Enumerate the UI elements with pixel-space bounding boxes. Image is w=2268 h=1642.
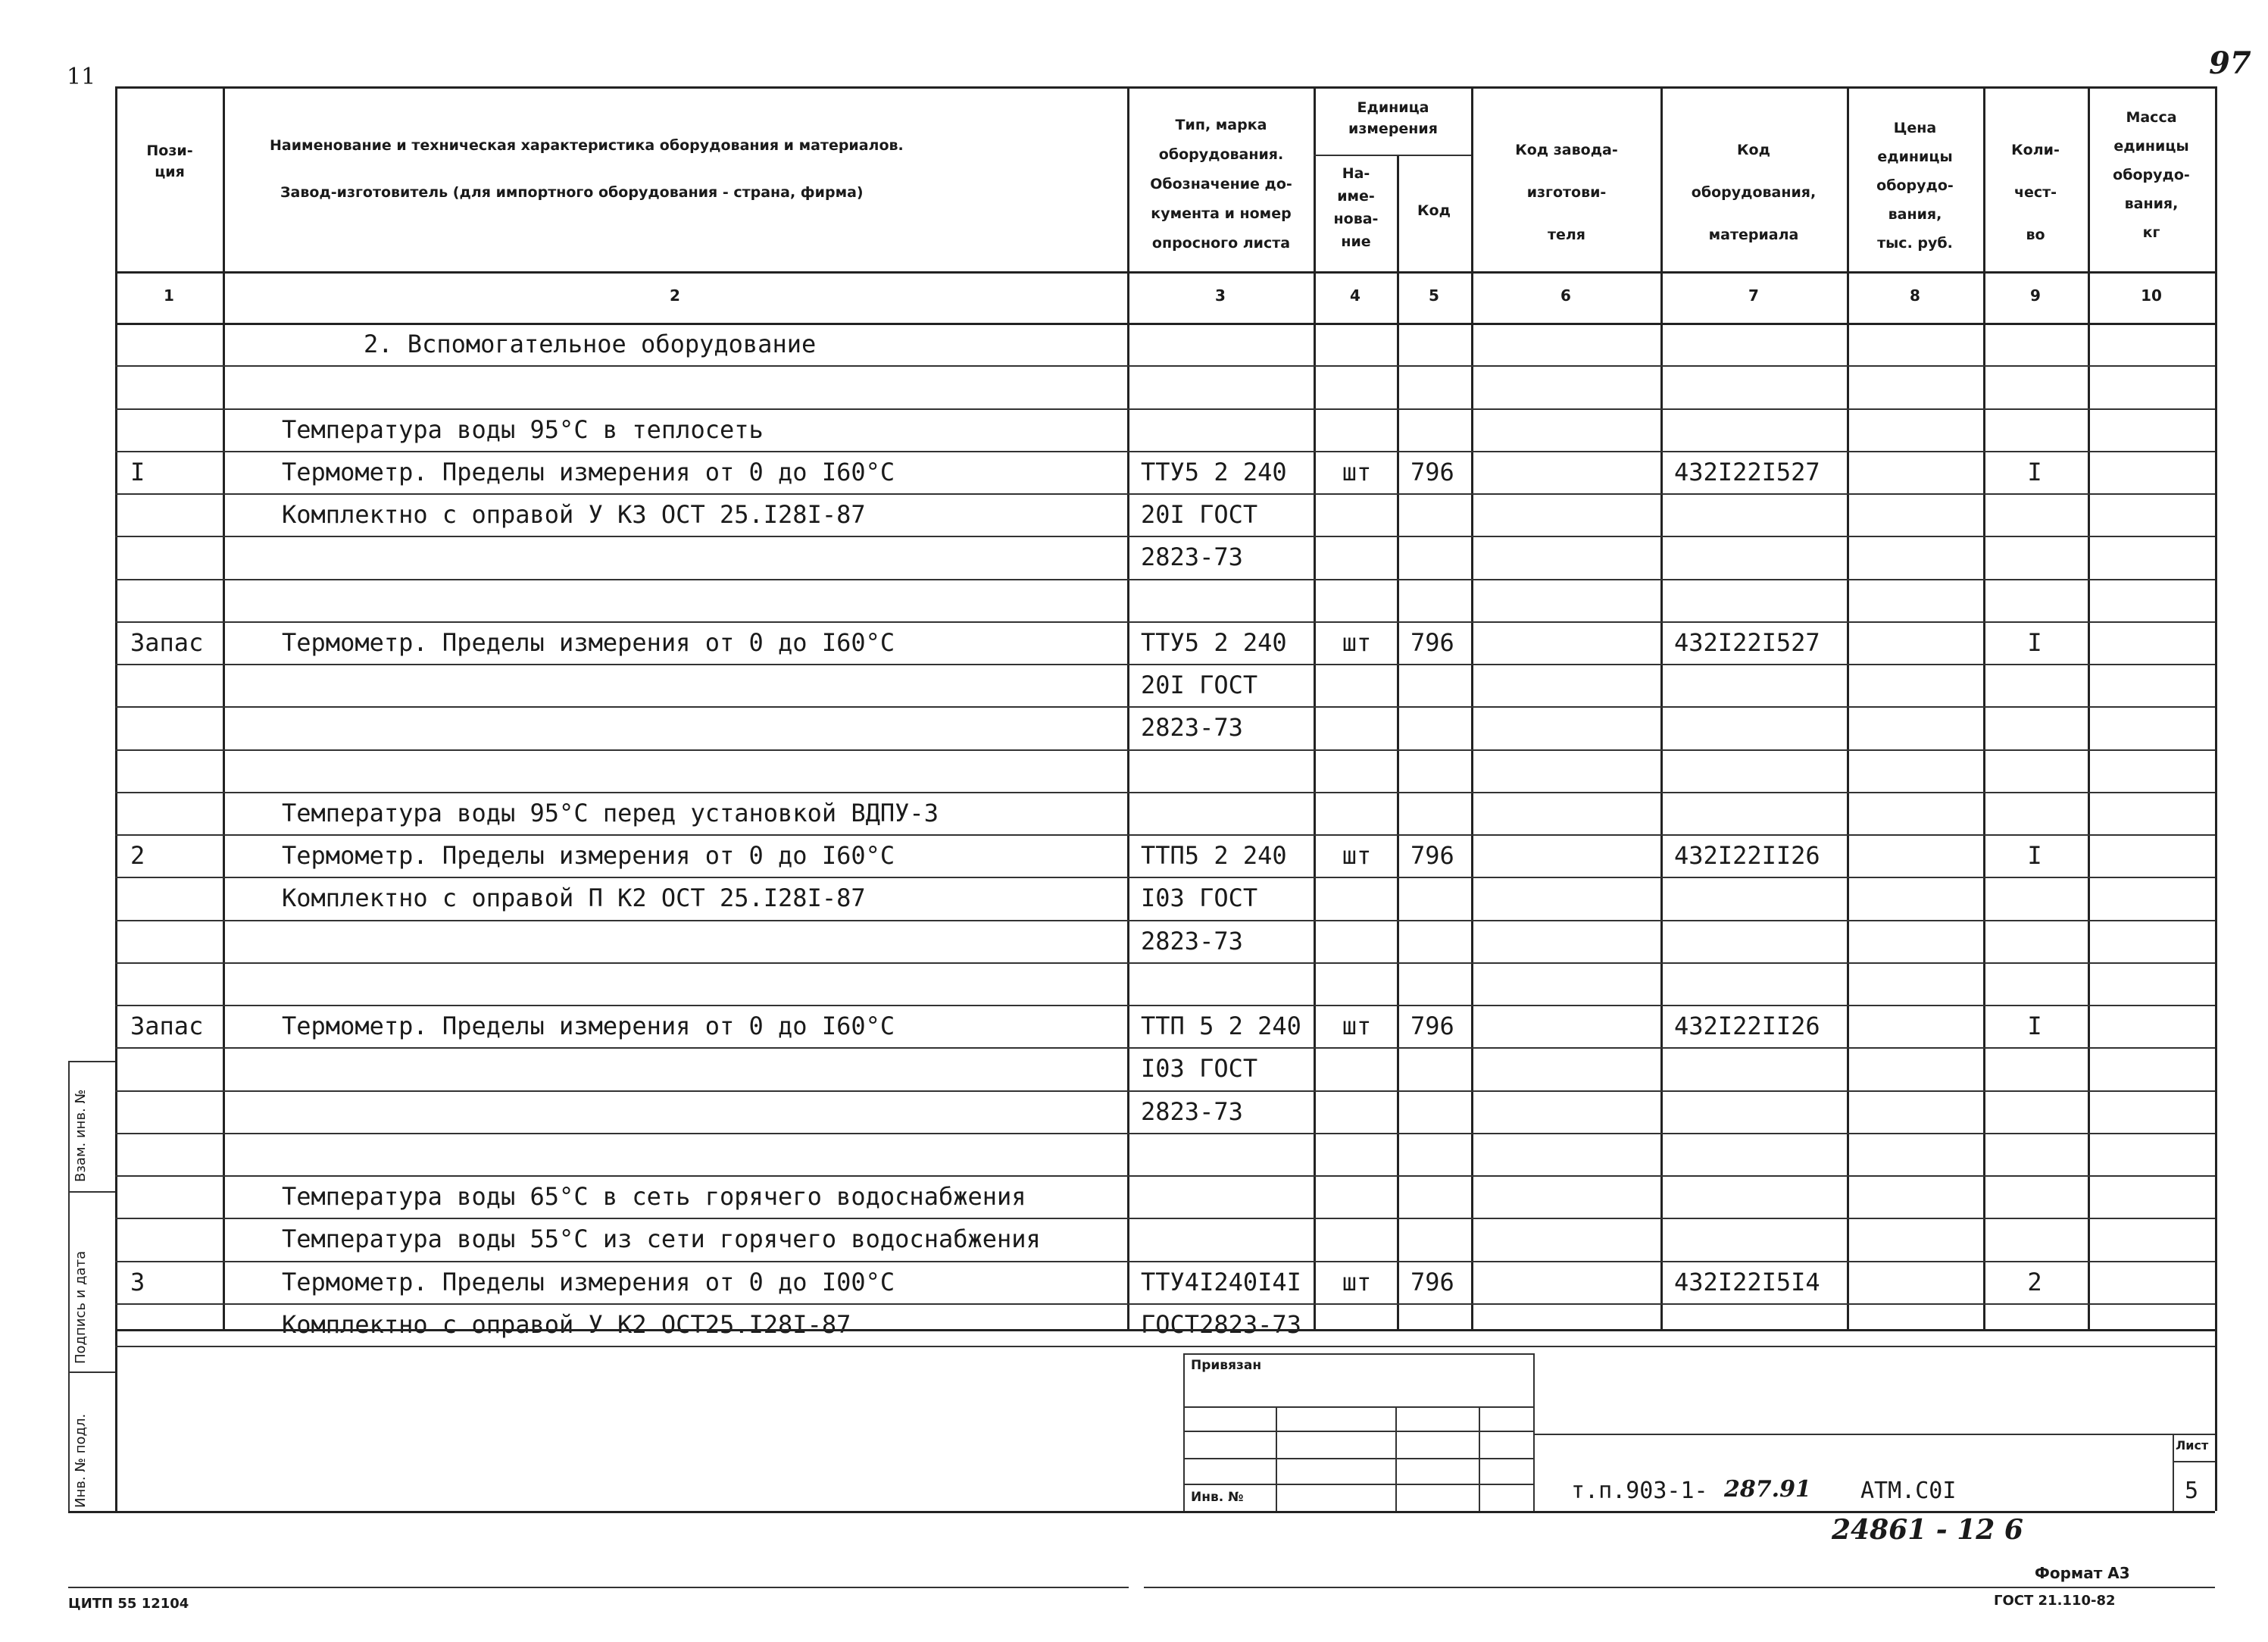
row-separator (115, 1047, 2215, 1049)
header-name-line2: Завод-изготовитель (для импортного оборудования - страна, фирма) (280, 184, 864, 201)
row-separator (115, 1303, 2215, 1305)
row-separator (115, 408, 2215, 410)
row-separator (115, 451, 2215, 452)
colnum-10: 10 (2141, 286, 2162, 305)
row-separator (115, 920, 2215, 921)
row-type: I03 ГОСТ (1141, 884, 1258, 913)
row-name: Температура воды 65°С в сеть горячего водоснабжения (282, 1182, 1026, 1211)
footer-line-left (68, 1587, 1129, 1588)
colnum-2: 2 (670, 286, 680, 305)
row-separator (115, 579, 2215, 580)
row-type: 20I ГОСТ (1141, 500, 1258, 529)
row-type: 2823-73 (1141, 543, 1243, 572)
col-line-4 (1397, 155, 1399, 1329)
header-quantity: Коли- чест- во (2011, 142, 2060, 243)
row-type: 2823-73 (1141, 713, 1243, 743)
colnum-3: 3 (1215, 286, 1226, 305)
row-equipment-code: 432I22I527 (1674, 457, 1820, 486)
stamp-line-d (1183, 1458, 1533, 1459)
sheet-number-right: 97 (2209, 45, 2251, 81)
stamp-bottom-line (68, 1511, 2215, 1513)
row-separator (115, 536, 2215, 537)
row-name: 2. Вспомогательное оборудование (364, 330, 817, 358)
row-name: Термометр. Пределы измерения от 0 до I60°С (282, 1012, 895, 1040)
stamp-list-label: Лист (2176, 1438, 2209, 1453)
row-type: 2823-73 (1141, 926, 1243, 955)
table-top-border (115, 86, 2215, 89)
row-name: Термометр. Пределы измерения от 0 до I60°С (282, 627, 895, 657)
row-position: I (130, 457, 145, 486)
header-price: Цена единицы оборудо- вания, тыс. руб. (1876, 120, 1954, 252)
stamp-inv-no: Инв. № (1191, 1490, 1244, 1505)
side-frame-left (68, 1061, 70, 1511)
row-unit: шт (1342, 841, 1372, 870)
colnum-6: 6 (1560, 286, 1571, 305)
row-separator (115, 1175, 2215, 1177)
header-plant-code: Код завода- изготови- теля (1515, 142, 1618, 243)
archive-number: 24861 - 12 6 (1832, 1514, 2023, 1546)
row-quantity: I (2027, 841, 2042, 870)
col-line-right-frame (2215, 86, 2217, 1511)
row-unit: шт (1342, 1012, 1372, 1040)
colnum-9: 9 (2030, 286, 2041, 305)
row-name: Температура воды 95°С перед установкой ВДПУ-3 (282, 798, 939, 827)
footer-format: Формат А3 (2035, 1564, 2130, 1582)
row-unit: шт (1342, 627, 1372, 657)
row-separator (115, 1261, 2215, 1262)
row-equipment-code: 432I22II26 (1674, 1012, 1820, 1040)
stamp-title-top (1533, 1434, 2215, 1435)
row-type: I03 ГОСТ (1141, 1054, 1258, 1084)
stamp-list-box (2173, 1434, 2174, 1511)
row-position: 3 (130, 1267, 145, 1296)
stamp-list-line (2173, 1461, 2215, 1462)
row-quantity: I (2027, 1012, 2042, 1040)
row-equipment-code: 432I22I527 (1674, 627, 1820, 657)
stamp-vline-2 (1276, 1406, 1277, 1511)
side-sep-1 (68, 1061, 115, 1062)
row-separator (115, 664, 2215, 665)
colnum-5: 5 (1429, 286, 1439, 305)
row-type: ТТУ5 2 240 (1141, 627, 1287, 657)
row-type: ТТП5 2 240 (1141, 841, 1287, 870)
row-name: Температура воды 55°С из сети горячего водоснабжения (282, 1224, 1041, 1254)
row-unit-code: 796 (1410, 841, 1454, 870)
colnum-bottom-border (115, 323, 2215, 325)
row-separator (115, 1133, 2215, 1134)
row-separator (115, 1346, 2215, 1347)
side-label-podpis: Подпись и дата (73, 1250, 89, 1364)
row-separator (115, 792, 2215, 793)
table-bottom-line (115, 1329, 2215, 1331)
row-position: 2 (130, 841, 145, 870)
row-name: Температура воды 95°С в теплосеть (282, 414, 764, 444)
colnum-4: 4 (1350, 286, 1360, 305)
sheet-number-left: 11 (67, 64, 96, 90)
side-sep-3 (68, 1371, 115, 1373)
colnum-1: 1 (164, 286, 174, 305)
header-position: Пози- ция (146, 142, 193, 180)
header-equipment-code: Код оборудования, материала (1691, 142, 1817, 243)
header-unit-code: Код (1417, 202, 1451, 219)
row-name: Термометр. Пределы измерения от 0 до I00°С (282, 1267, 895, 1296)
row-name: Комплектно с оправой П К2 ОСТ 25.I28I-87 (282, 884, 866, 913)
colnum-7: 7 (1748, 286, 1759, 305)
side-label-inv-podl: Инв. № подл. (73, 1413, 89, 1508)
header-unit-name: На- име- нова- ние (1333, 165, 1379, 250)
row-unit-code: 796 (1410, 627, 1454, 657)
row-separator (115, 749, 2215, 751)
unit-subheader-line (1314, 155, 1471, 156)
footer-gost: ГОСТ 21.110-82 (1994, 1593, 2116, 1609)
stamp-line-b (1183, 1406, 1533, 1408)
header-mass: Масса единицы оборудо- вания, кг (2113, 109, 2190, 241)
row-separator (115, 706, 2215, 708)
row-type: ТТП 5 2 240 (1141, 1012, 1301, 1040)
row-type: 2823-73 (1141, 1096, 1243, 1126)
stamp-line-c (1183, 1431, 1533, 1432)
row-separator (115, 834, 2215, 836)
stamp-line-a (1183, 1353, 1533, 1355)
row-quantity: I (2027, 627, 2042, 657)
stamp-line-e (1183, 1484, 1533, 1485)
colnum-8: 8 (1910, 286, 1920, 305)
header-name-line1: Наименование и техническая характеристика оборудования и материалов. (270, 137, 904, 154)
row-position: Запас (130, 1012, 204, 1040)
row-type: ГОСТ2823-73 (1141, 1309, 1301, 1339)
row-separator (115, 365, 2215, 367)
row-type: ТТУ4I240I4I (1141, 1267, 1301, 1296)
row-equipment-code: 432I22I5I4 (1674, 1267, 1820, 1296)
row-unit-code: 796 (1410, 1012, 1454, 1040)
stamp-doc-code-prefix: т.п.903-1- (1571, 1478, 1708, 1504)
stamp-list-value: 5 (2185, 1478, 2199, 1504)
row-name: Комплектно с оправой У К2 ОСТ25.I28I-87 (282, 1309, 851, 1339)
row-separator (115, 962, 2215, 964)
row-type: 20I ГОСТ (1141, 671, 1258, 699)
row-position: Запас (130, 627, 204, 657)
row-unit-code: 796 (1410, 1267, 1454, 1296)
header-bottom-border (115, 271, 2215, 274)
row-name: Комплектно с оправой У К3 ОСТ 25.I28I-87 (282, 500, 866, 529)
row-separator (115, 1005, 2215, 1006)
row-name: Термометр. Пределы измерения от 0 до I60°С (282, 841, 895, 870)
footer-left-code: ЦИТП 55 12104 (68, 1596, 189, 1612)
stamp-vline-3 (1395, 1406, 1397, 1511)
stamp-privyazan: Привязан (1191, 1358, 1262, 1373)
row-unit: шт (1342, 457, 1372, 486)
row-separator (115, 1090, 2215, 1092)
stamp-doc-code-hand: 287.91 (1724, 1476, 1811, 1503)
stamp-doc-code-suffix: АТМ.С0I (1860, 1478, 1957, 1504)
row-quantity: 2 (2027, 1267, 2042, 1296)
header-unit: Единица измерения (1348, 99, 1438, 137)
footer-line-right (1144, 1587, 2215, 1588)
row-name: Термометр. Пределы измерения от 0 до I60°С (282, 457, 895, 486)
row-unit-code: 796 (1410, 457, 1454, 486)
row-type: ТТУ5 2 240 (1141, 457, 1287, 486)
side-sep-2 (68, 1191, 115, 1193)
row-equipment-code: 432I22II26 (1674, 841, 1820, 870)
stamp-vline-4 (1479, 1406, 1480, 1511)
row-separator (115, 621, 2215, 623)
row-quantity: I (2027, 457, 2042, 486)
stamp-vline-5 (1533, 1353, 1535, 1511)
row-separator (115, 877, 2215, 878)
stamp-vline-1 (1183, 1353, 1185, 1511)
header-type: Тип, марка оборудования. Обозначение до- кумента и номер опросного листа (1150, 117, 1292, 252)
side-label-vzam: Взам. инв. № (73, 1089, 89, 1182)
row-unit: шт (1342, 1267, 1372, 1296)
row-separator (115, 493, 2215, 495)
row-separator (115, 1218, 2215, 1219)
